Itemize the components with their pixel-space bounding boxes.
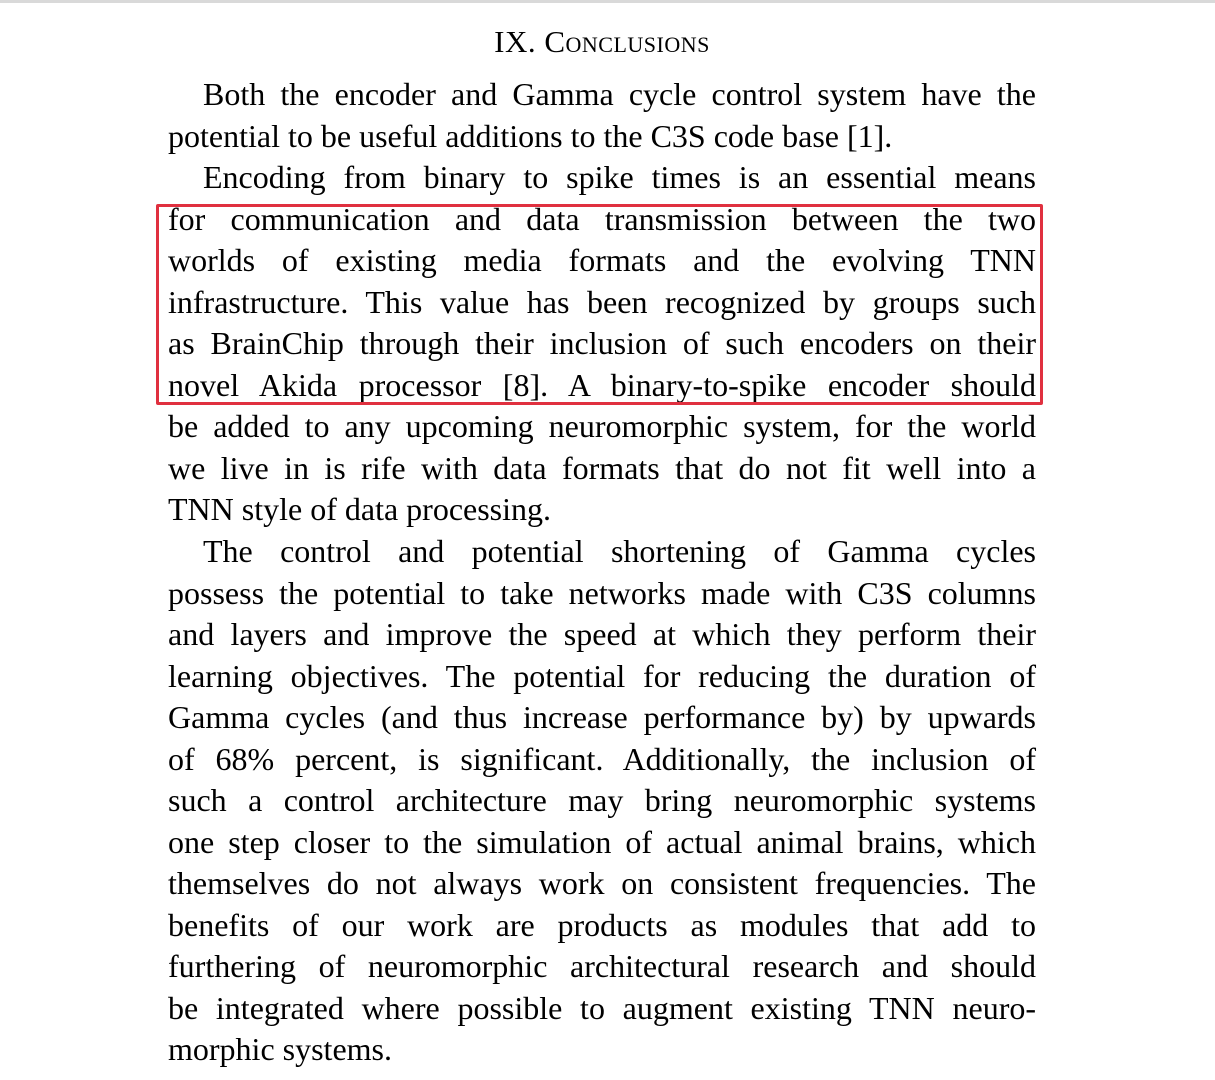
paragraph-3-line-2: possess the potential to take networks made with C3S columns — [168, 574, 1036, 611]
paragraph-1-line-2: potential to be useful additions to the C3S code base [1]. — [168, 117, 893, 154]
paragraph-3-line-4: learning objectives. The potential for reducing the duration of — [168, 657, 1036, 694]
paragraph-3-line-8: one step closer to the simulation of actual animal brains, which — [168, 823, 1036, 860]
paragraph-3-line-7: such a control architecture may bring neuromorphic systems — [168, 782, 1036, 818]
paragraph-1-line-1: Both the encoder and Gamma cycle control system have the — [203, 76, 1036, 112]
paragraph-2-line-4: infrastructure. This value has been recognized by groups such — [168, 283, 1036, 320]
paragraph-2-line-5: as BrainChip through their inclusion of such encoders on their — [168, 325, 1036, 361]
paragraph-3-line-10: benefits of our work are products as modules that add to — [168, 906, 1036, 943]
paragraph-3-line-13: morphic systems. — [168, 1031, 392, 1067]
paragraph-2-line-2: for communication and data transmission between the two — [168, 200, 1036, 237]
paragraph-2-line-1: Encoding from binary to spike times is an essential means — [203, 159, 1036, 195]
paragraph-2-line-3: worlds of existing media formats and the evolving TNN — [168, 242, 1036, 278]
paragraph-3-line-9: themselves do not always work on consistent frequencies. The — [168, 865, 1036, 901]
paragraph-2-line-9: TNN style of data processing. — [168, 491, 552, 527]
paragraph-3-line-3: and layers and improve the speed at which they perform their — [168, 616, 1036, 652]
paragraph-3-line-5: Gamma cycles (and thus increase performance by) by upwards — [168, 699, 1036, 735]
paragraph-2-line-8: we live in is rife with data formats that do not fit well into a — [168, 449, 1036, 486]
section-number: IX. — [494, 24, 537, 59]
paragraph-3-line-11: furthering of neuromorphic architectural research and should — [168, 948, 1036, 984]
paragraph-3-line-12: be integrated where possible to augment existing TNN neuro- — [168, 989, 1036, 1026]
page-top-edge — [0, 0, 1215, 3]
section-title: Conclusions — [544, 24, 710, 59]
paragraph-2-line-6: novel Akida processor [8]. A binary-to-spike encoder should — [168, 366, 1036, 403]
paragraph-3-line-6: of 68% percent, is significant. Additionally, the inclusion of — [168, 740, 1036, 777]
paragraph-2-line-7: be added to any upcoming neuromorphic system, for the world — [168, 408, 1036, 444]
section-heading — [168, 22, 1036, 62]
paragraph-3-line-1: The control and potential shortening of Gamma cycles — [203, 533, 1036, 569]
